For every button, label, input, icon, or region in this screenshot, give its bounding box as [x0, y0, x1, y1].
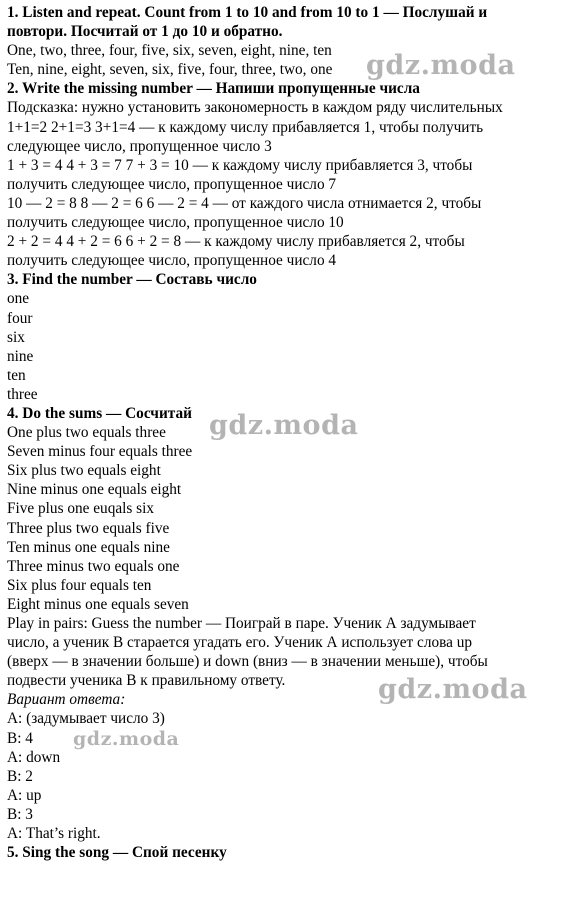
- answer-variant-label: Вариант ответа:: [7, 691, 126, 709]
- text-line: A: up: [7, 786, 42, 804]
- text-line: Seven minus four equals three: [7, 443, 193, 461]
- text-line: four: [7, 309, 33, 327]
- text-line: 2 + 2 = 4 4 + 2 = 6 6 + 2 = 8 — к каждому числу прибавляется 2, чтобы: [7, 233, 465, 251]
- text-line: Five plus one euqals six: [7, 500, 155, 518]
- text-line: A: (задумывает число 3): [7, 710, 165, 728]
- text-line: подвести ученика В к правильному ответу.: [7, 672, 286, 690]
- text-line: One, two, three, four, five, six, seven, eight, nine, ten: [7, 42, 332, 60]
- text-line: three: [7, 385, 38, 403]
- text-line: six: [7, 328, 25, 346]
- text-line: Ten minus one equals nine: [7, 538, 170, 556]
- text-line: 1+1=2 2+1=3 3+1=4 — к каждому числу прибавляется 1, чтобы получить: [7, 118, 484, 136]
- text-line: 10 — 2 = 8 8 — 2 = 6 6 — 2 = 4 — от каждого числа отнимается 2, чтобы: [7, 194, 482, 212]
- text-line: Play in pairs: Guess the number — Поиграй в паре. Ученик А задумывает: [7, 615, 476, 632]
- text-line: Six plus four equals ten: [7, 576, 152, 594]
- text-line: Ten, nine, eight, seven, six, five, four, three, two, one: [7, 61, 333, 79]
- text-line: получить следующее число, пропущенное число 10: [7, 214, 344, 232]
- text-line: получить следующее число, пропущенное число 7: [7, 175, 337, 193]
- text-line: ten: [7, 366, 26, 384]
- text-line: следующее число, пропущенное число 3: [7, 137, 272, 155]
- text-line: Подсказка: нужно установить закономерность в каждом ряду числительных: [7, 99, 503, 117]
- watermark-logo: gdz.moda: [73, 728, 180, 750]
- text-line: Three minus two equals one: [7, 557, 180, 575]
- text-line: nine: [7, 347, 34, 365]
- section-heading: 3. Find the number — Составь число: [7, 271, 257, 289]
- watermark-logo: gdz.moda: [209, 410, 359, 441]
- text-line: One plus two equals three: [7, 424, 166, 442]
- text-line: (вверх — в значении больше) и down (вниз — в значении меньше), чтобы: [7, 653, 488, 671]
- section-heading: повтори. Посчитай от 1 до 10 и обратно.: [7, 23, 283, 41]
- document-body: [7, 3, 559, 862]
- text-line: A: That’s right.: [7, 825, 101, 843]
- text-line: B: 4: [7, 729, 33, 747]
- text-line: B: 2: [7, 767, 33, 785]
- text-line: Nine minus one equals eight: [7, 481, 182, 499]
- text-line: число, а ученик В старается угадать его. Ученик А использует слова up: [7, 634, 473, 652]
- section-heading: 1. Listen and repeat. Count from 1 to 10 and from 10 to 1 — Послушай и: [7, 4, 488, 21]
- section-heading: 2. Write the missing number — Напиши пропущенные числа: [7, 80, 420, 98]
- watermark-logo: gdz.moda: [378, 674, 528, 705]
- section-heading: 5. Sing the song — Спой песенку: [7, 844, 227, 862]
- section-heading: 4. Do the sums — Сосчитай: [7, 404, 192, 422]
- text-line: Eight minus one equals seven: [7, 595, 189, 613]
- text-line: A: down: [7, 748, 61, 766]
- watermark-logo: gdz.moda: [366, 50, 516, 81]
- text-line: получить следующее число, пропущенное число 4: [7, 252, 337, 270]
- text-line: one: [7, 290, 30, 308]
- text-line: Three plus two equals five: [7, 519, 170, 537]
- text-line: 1 + 3 = 4 4 + 3 = 7 7 + 3 = 10 — к каждому числу прибавляется 3, чтобы: [7, 156, 473, 174]
- text-line: Six plus two equals eight: [7, 462, 161, 480]
- text-line: B: 3: [7, 805, 33, 823]
